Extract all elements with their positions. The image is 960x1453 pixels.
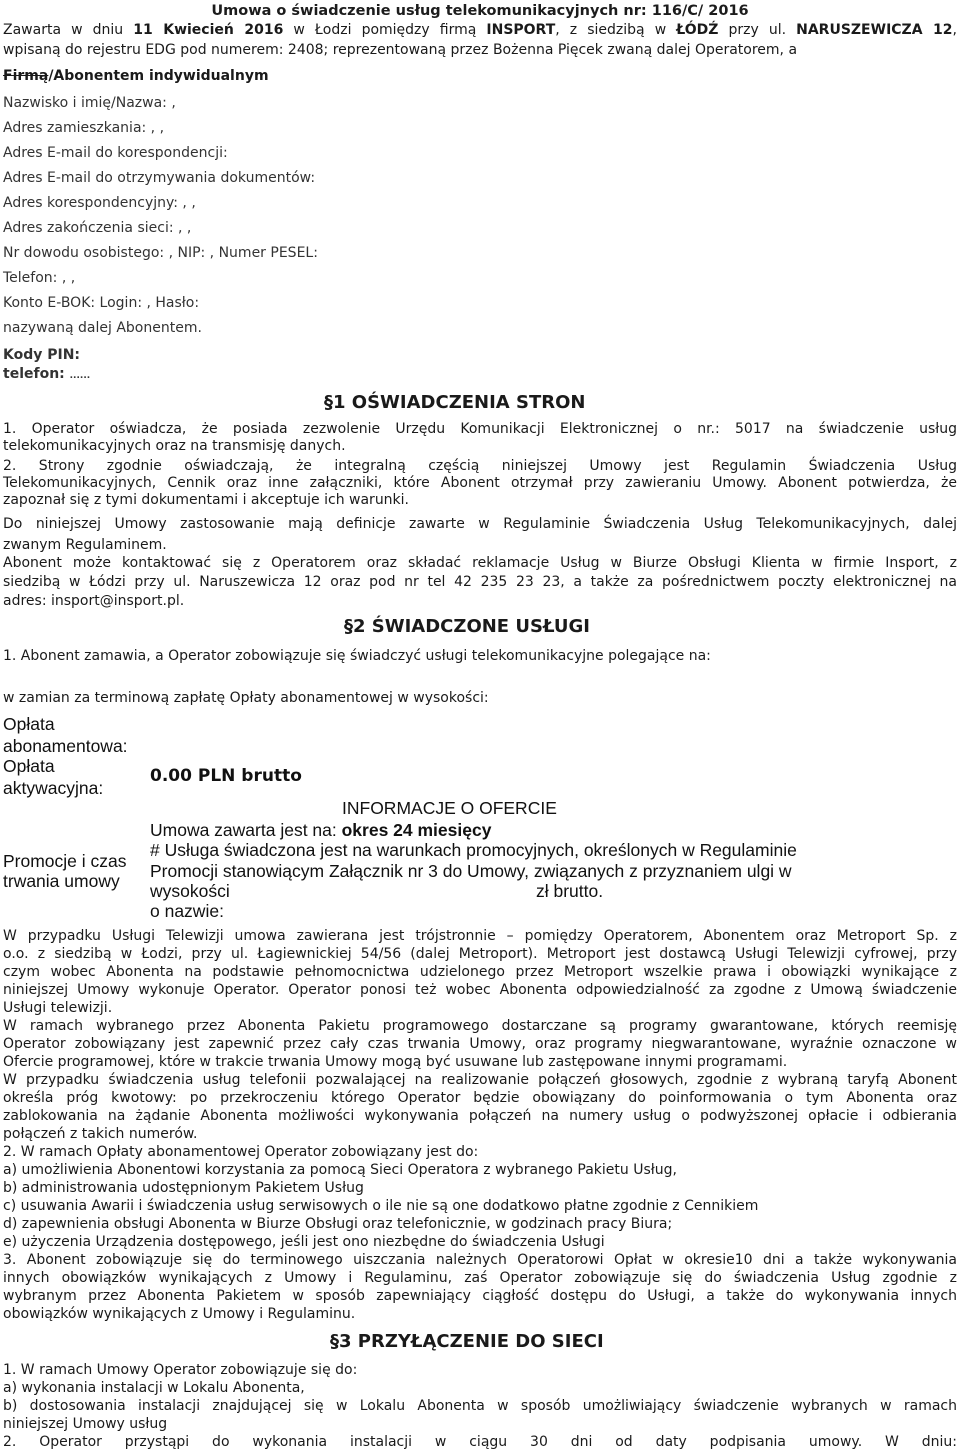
pk-l2: Operator zobowiązany jest zapewnić przez cały czas trwania Umowy, oraz programy niegwarantowane, wyraźnie oznaczone w [3, 1036, 957, 1052]
phone-pin-row [3, 366, 90, 382]
field-phone: Telefon: , , [3, 270, 76, 286]
fee-label-line-1: Opłata [3, 714, 55, 734]
offer-heading: INFORMACJE O OFERCIE [342, 798, 557, 818]
s1-p1-l2: telekomunikacyjnych oraz na transmisję danych. [3, 438, 346, 454]
pk-l3: Ofercie programowej, które w trakcie trwania Umowy mogą być usuwane lub zastępowane innymi programami. [3, 1054, 788, 1070]
intro-line-3 [3, 68, 957, 86]
s1-p4-l3: adres: insport@insport.pl. [3, 593, 185, 609]
tv-l3: czym wobec Abonenta na podstawie pełnomocnictwa udzielonego przez Metroport wszelkie prawa i obowiązki wynikające z [3, 964, 957, 980]
s2-p2: w zamian za terminową zapłatę Opłaty abonamentowej w wysokości: [3, 690, 489, 706]
activation-label-line-1: Opłata [3, 756, 55, 776]
tel-l2: określa próg kwotowy: po przekroczeniu którego Operator będzie obowiązany do poinformowania o tym Abonenta oraz [3, 1090, 957, 1106]
field-address: Adres zamieszkania: , , [3, 120, 165, 136]
s3-pb-l2: niniejszej Umowy usług [3, 1416, 168, 1432]
obligation-e: e) użyczenia Urządzenia dostępowego, jeśli jest ono niezbędne do świadczenia Usługi [3, 1234, 605, 1250]
fee-label-line-2: abonamentowa: [3, 736, 128, 756]
s1-p4-l2: siedzibą w Łódzi przy ul. Naruszewicza 12 oraz pod nr tel 42 235 23 23, a także za pośrednictwem poczty elektronicznej na [3, 574, 957, 590]
s1-p2-l1: 2. Strony zgodnie oświadczają, że integralną częścią niniejszej Umowy jest Regulamin Świadczenia Usług [3, 458, 957, 474]
tv-l2: o.o. z siedzibą w Łodzi, przy ul. Łagiewnickiej 54/56 (dalej Metroport). Metroport jest dostawcą Usługi Telewizji cyfrowej, przy [3, 946, 957, 962]
promo-amount-unit: zł brutto. [536, 881, 604, 901]
s2-p3-l1: 3. Abonent zobowiązuje się do terminowego uiszczania należnych Operatorowi Opłat w okresie10 dni a także wykonywania [3, 1252, 957, 1268]
obligation-d: d) zapewnienia obsługi Abonenta w Biurze Obsługi oraz telefonicznie, w godzinach pracy Biura; [3, 1216, 673, 1232]
s1-p4-l1: Abonent może kontaktować się z Operatorem oraz składać reklamacje Usług w Biurze Obsługi Klienta w firmie Insport, z [3, 555, 957, 571]
tv-l5: Usługi telewizji. [3, 1000, 113, 1016]
tv-l1: W przypadku Usługi Telewizji umowa zawierana jest trójstronnie – pomiędzy Operatorem, Abonentem oraz Metroport Sp. z [3, 928, 957, 944]
s2-p3-l3: wybranym przez Abonenta Pakietem w sposób zapewniający ciągłość dostępu do Usługi, a także do wykonywania innych [3, 1288, 957, 1304]
section-3-heading: §3 PRZYŁĄCZENIE DO SIECI [330, 1331, 604, 1352]
operator-firm: INSPORT [486, 22, 556, 38]
s3-pa: a) wykonania instalacji w Lokalu Abonenta, [3, 1380, 305, 1396]
s3-p2: 2. Operator przystąpi do wykonania instalacji w ciągu 30 dni od daty podpisania umowy. W dniu: [3, 1434, 957, 1450]
s1-p3-l2: zwanym Regulaminem. [3, 537, 167, 553]
promo-label-line-2: trwania umowy [3, 871, 120, 891]
field-email-correspondence: Adres E-mail do korespondencji: [3, 145, 228, 161]
obligations-heading: 2. W ramach Opłaty abonamentowej Operator zobowiązany jest do: [3, 1144, 479, 1160]
s2-p3-l4: obowiązków wynikających z Umowy i Regulaminu. [3, 1306, 356, 1322]
s1-p1-l1: 1. Operator oświadcza, że posiada zezwolenie Urzędu Komunikacji Elektronicznej o nr.: 5017 na świadczenie usług [3, 421, 957, 437]
activation-label-line-2: aktywacyjna: [3, 778, 104, 798]
field-ebok: Konto E-BOK: Login: , Hasło: [3, 295, 200, 311]
intro-text: , [952, 22, 957, 38]
obligation-b: b) administrowania udostępnionym Pakietem Usług [3, 1180, 364, 1196]
intro-text: w Łodzi pomiędzy firmą [283, 22, 487, 38]
field-correspondence-address: Adres korespondencyjny: , , [3, 195, 196, 211]
s2-p1: 1. Abonent zamawia, a Operator zobowiązuje się świadczyć usługi telekomunikacyjne polegające na: [3, 648, 711, 664]
contract-term [150, 820, 491, 841]
s2-p3-l2: innych obowiązków wynikających z Umowy i Regulaminu, zaś Operator zobowiązuje się do świadczenia Usług zgodnie z [3, 1270, 957, 1286]
field-name: Nazwisko i imię/Nazwa: , [3, 95, 176, 111]
s1-p3-l1: Do niniejszej Umowy zastosowanie mają definicje zawarte w Regulaminie Świadczenia Usług Telekomunikacyjnych, dalej [3, 516, 957, 532]
field-id-nip-pesel: Nr dowodu osobistego: , NIP: , Numer PESEL: [3, 245, 318, 261]
promo-line-1: # Usługa świadczona jest na warunkach promocyjnych, określonych w Regulaminie [150, 840, 797, 860]
tel-l3: zablokowania na żądanie Abonenta możliwości wykonywania połączeń na numery usług o podwyższonej opłacie i odbierania [3, 1108, 957, 1124]
field-subscriber-note: nazywaną dalej Abonentem. [3, 320, 202, 336]
tel-l1: W przypadku świadczenia usług telefonii pozwalającej na realizowanie połączeń głosowych, zgodnie z wybraną taryfą Abonent [3, 1072, 957, 1088]
tel-l4: połączeń z takich numerów. [3, 1126, 198, 1142]
s3-p1: 1. W ramach Umowy Operator zobowiązuje się do: [3, 1362, 358, 1378]
s3-pb-l1: b) dostosowania instalacji znajdującej się w Lokalu Abonenta w sposób umożliwiający świadczenie wybranych w ramach [3, 1398, 957, 1414]
firm-option-struck: Firmą [3, 68, 49, 84]
operator-street: NARUSZEWICZA 12 [796, 22, 953, 38]
intro-line-1 [3, 22, 957, 40]
intro-text: , z siedzibą w [555, 22, 677, 38]
obligation-a: a) umożliwienia Abonentowi korzystania za pomocą Sieci Operatora z wybranego Pakietu Usług, [3, 1162, 677, 1178]
pk-l1: W ramach wybranego przez Abonenta Pakietu programowego dostarczane są programy gwarantowane, których reemisję [3, 1018, 957, 1034]
tv-l4: niniejszej Umowy wykonuje Operator. Operator ponosi też wobec Abonenta odpowiedzialność za zgodne z Umową świadczenie [3, 982, 957, 998]
promo-label-line-1: Promocje i czas [3, 851, 127, 871]
individual-option: /Abonentem indywidualnym [48, 68, 269, 84]
field-email-documents: Adres E-mail do otrzymywania dokumentów: [3, 170, 316, 186]
intro-text: przy ul. [718, 22, 797, 38]
activation-value: 0.00 PLN brutto [150, 766, 302, 786]
promo-line-4: o nazwie: [150, 901, 224, 921]
promo-line-2: Promocji stanowiącym Załącznik nr 3 do Umowy, związanych z przyznaniem ulgi w [150, 861, 792, 881]
operator-city: ŁÓDŹ [676, 22, 719, 38]
term-label: Umowa zawarta jest na: [150, 820, 342, 840]
section-2-heading: §2 ŚWIADCZONE USŁUGI [344, 616, 590, 637]
contract-title: Umowa o świadczenie usług telekomunikacyjnych nr: 116/C/ 2016 [211, 3, 749, 19]
promo-amount-label: wysokości [150, 881, 230, 901]
section-1-heading: §1 OŚWIADCZENIA STRON [324, 392, 586, 413]
pin-codes-label: Kody PIN: [3, 347, 81, 363]
promo-line-3 [150, 881, 604, 902]
contract-date: 11 Kwiecień 2016 [133, 22, 284, 38]
phone-label: telefon: [3, 366, 65, 382]
field-network-end-address: Adres zakończenia sieci: , , [3, 220, 192, 236]
term-value: okres 24 miesięcy [341, 820, 492, 840]
intro-line-2: wpisaną do rejestru EDG pod numerem: 2408; reprezentowaną przez Bożenna Pięcek zwaną dalej Operatorem, a [3, 42, 798, 58]
s1-p2-l3: zapoznał się z tymi dokumentami i akceptuje ich warunki. [3, 492, 410, 508]
phone-dots: ...... [69, 371, 91, 381]
s1-p2-l2: Telekomunikacyjnych, Cennik oraz inne załączniki, które Abonent otrzymał przy zawieraniu Umowy. Abonent potwierdza, że [3, 475, 957, 491]
obligation-c: c) usuwania Awarii i świadczenia usług serwisowych o ile nie są one dodatkowo płatne zgodnie z Cennikiem [3, 1198, 759, 1214]
intro-text: Zawarta w dniu [3, 22, 134, 38]
